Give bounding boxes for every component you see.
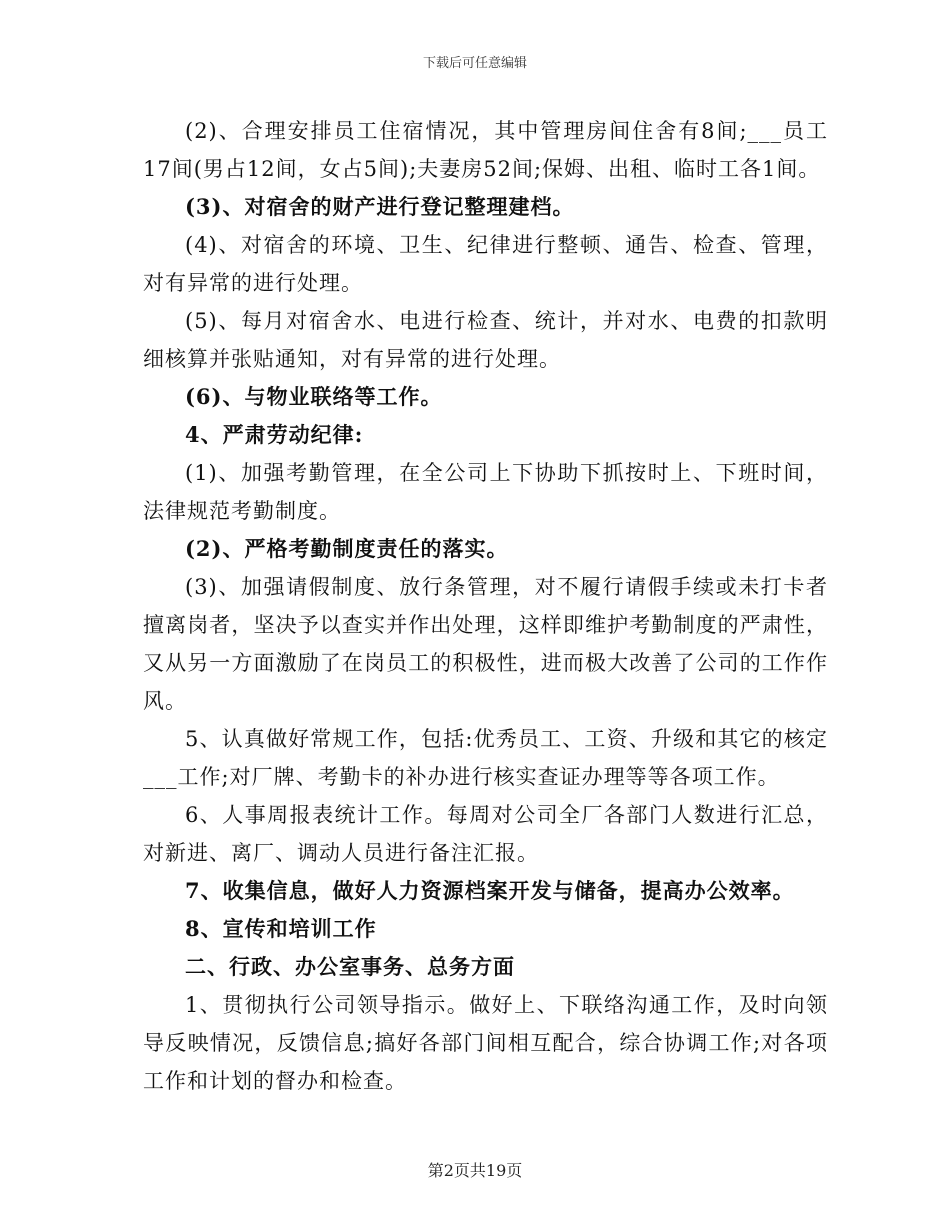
paragraph-leave-management: (3)、加强请假制度、放行条管理，对不履行请假手续或未打卡者擅离岗者，坚决予以查实并作出处理，这样即维护考勤制度的严肃性，又从另一方面激励了在岗员工的积极性，进而极大改善了公司的工作作风。: [143, 575, 828, 713]
paragraph-publicity-training: 8、宣传和培训工作: [185, 916, 377, 941]
document-body: [143, 112, 828, 1100]
section-heading-labor-discipline: 4、严肃劳动纪律:: [185, 422, 364, 447]
paragraph-utilities-check: (5)、每月对宿舍水、电进行检查、统计，并对水、电费的扣款明细核算并张贴通知，对有异常的进行处理。: [143, 309, 828, 371]
paragraph-dormitory-arrangement: (2)、合理安排员工住宿情况，其中管理房间住舍有8间;___员工17间(男占12间，女占5间);夫妻房52间;保姆、出租、临时工各1间。: [143, 119, 828, 181]
paragraph-leadership-instructions: 1、贯彻执行公司领导指示。做好上、下联络沟通工作，及时向领导反映情况，反馈信息;搞好各部门间相互配合，综合协调工作;对各项工作和计划的督办和检查。: [143, 993, 828, 1093]
paragraph-information-collection: 7、收集信息，做好人力资源档案开发与储备，提高办公效率。: [185, 878, 795, 903]
paragraph-weekly-report: 6、人事周报表统计工作。每周对公司全厂各部门人数进行汇总，对新进、离厂、调动人员进行备注汇报。: [143, 803, 828, 865]
page-header: 下载后可任意编辑: [422, 56, 527, 71]
paragraph-routine-work: 5、认真做好常规工作，包括:优秀员工、工资、升级和其它的核定___工作;对厂牌、考勤卡的补办进行核实查证办理等等各项工作。: [143, 727, 828, 789]
section-heading-administration: 二、行政、办公室事务、总务方面: [185, 954, 515, 979]
page-number: 第2页共19页: [427, 1161, 523, 1180]
paragraph-dormitory-environment: (4)、对宿舍的环境、卫生、纪律进行整顿、通告、检查、管理，对有异常的进行处理。: [143, 233, 828, 295]
paragraph-property-liaison: (6)、与物业联络等工作。: [185, 384, 443, 409]
paragraph-attendance-management: (1)、加强考勤管理，在全公司上下协助下抓按时上、下班时间，法律规范考勤制度。: [143, 461, 828, 523]
paragraph-attendance-responsibility: (2)、严格考勤制度责任的落实。: [185, 536, 509, 561]
paragraph-dormitory-property: (3)、对宿舍的财产进行登记整理建档。: [185, 194, 575, 219]
